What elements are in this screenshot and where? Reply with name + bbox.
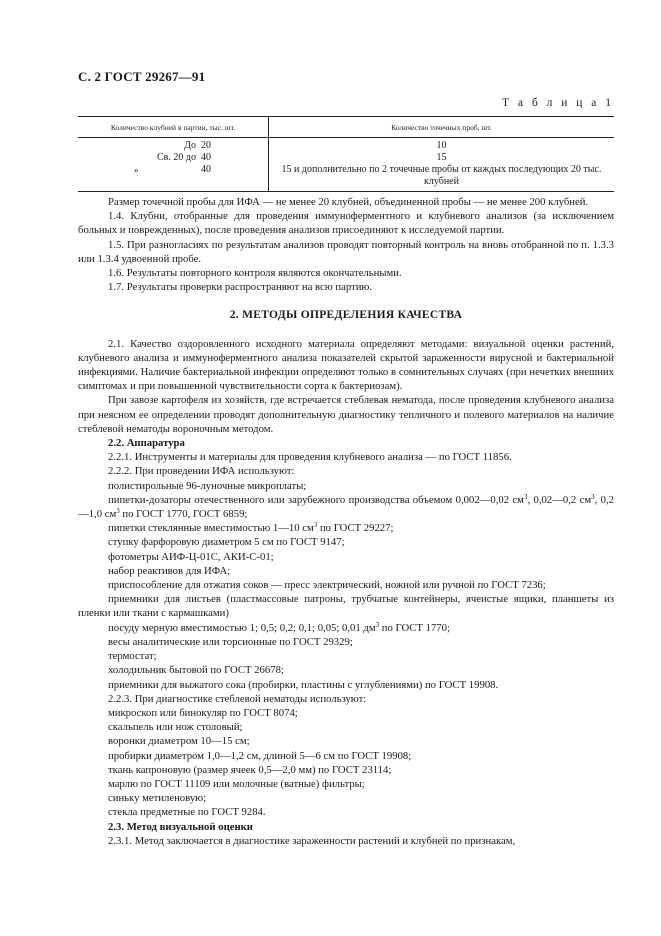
list-item: приемники для листьев (пластмассовые патроны, трубчатые контейнеры, ячеистые ящики, планшеты из пленки или ткани с кармашками) [78, 593, 614, 620]
table-row [78, 140, 268, 152]
lot-range-label: До [184, 140, 196, 151]
table-row [78, 164, 268, 176]
paragraph: Размер точечной пробы для ИФА — не менее 20 клубней, объединенной пробы — не менее 200 клубней. [108, 196, 589, 208]
sample-table [78, 116, 614, 192]
lot-range-label: Св. 20 до [157, 152, 196, 163]
list-item: стекла предметные по ГОСТ 9284. [108, 806, 266, 819]
table-header-sample-count: Количество точечных проб, шт. [269, 117, 615, 138]
body-text [78, 195, 614, 848]
list-item: весы аналитические или торсионные по ГОСТ 29329; [108, 635, 353, 648]
table-row [78, 152, 268, 164]
list-item: пробирки диаметром 1,0—1,2 см, длиной 5—6 см по ГОСТ 19908; [108, 749, 412, 762]
list-item: ткань капроновую (размер ячеек 0,5—2,0 мм) по ГОСТ 23114; [108, 763, 392, 776]
lot-range-number: 40 [201, 164, 211, 175]
paragraph: 2.2.3. При диагностике стеблевой нематоды используют: [108, 692, 367, 705]
paragraph: 1.7. Результаты проверки распространяют на всю партию. [108, 281, 373, 294]
list-item: приемники для выжатого сока (пробирки, пластины с углублениями) по ГОСТ 19908. [108, 678, 499, 691]
subsection-heading: 2.2. Аппаратура [108, 437, 185, 450]
list-item: пипетки стеклянные вместимостью 1—10 $см^3$ по ГОСТ 29227; [108, 521, 394, 535]
list-item: термостат; [108, 650, 157, 663]
list-item: синьку метиленовую; [108, 792, 207, 805]
paragraph: При завозе картофеля из хозяйств, где встречается стеблевая нематода, после проведения клубневого анализа при неясном ее определении проводят дополнительную диагностику тепличного и полевого материалов на наличие стеблевой нематоды вороночным методом. [78, 394, 614, 435]
section-title: 2. МЕТОДЫ ОПРЕДЕЛЕНИЯ КАЧЕСТВА [229, 309, 463, 322]
table-header-lot-size: Количество клубней в партии, тыс. шт. [78, 117, 269, 138]
lot-range-number: 40 [201, 152, 211, 163]
list-item: воронки диаметром 10—15 см; [108, 735, 250, 748]
paragraph: 1.4. Клубни, отобранные для проведения иммуноферментного и клубневого анализов (за исключением больных и поврежденных), после проведения анализов присоединяют к исследуемой партии. [78, 210, 614, 237]
list-item: ступку фарфоровую диаметром 5 см по ГОСТ 9147; [108, 536, 345, 549]
running-head: С. 2 ГОСТ 29267—91 [78, 69, 206, 84]
paragraph: 2.2.2. При проведении ИФА используют: [108, 465, 295, 478]
list-item: полистирольные 96-луночные микроплаты; [108, 479, 307, 492]
paragraph: 1.5. При разногласиях по результатам анализов проводят повторный контроль на вновь отобранной по п. 1.3.3 или 1.3.4 удвоенной пробе. [78, 238, 614, 265]
lot-range-number: 20 [201, 140, 211, 151]
sample-count-value: 15 и дополнительно по 2 точечные пробы от каждых последующих 20 тыс. клубней [281, 164, 602, 187]
ditto-mark: » [134, 165, 139, 175]
table-cell-sample-counts [269, 138, 615, 192]
paragraph: 2.2.1. Инструменты и материалы для проведения клубневого анализа — по ГОСТ 11856. [108, 451, 512, 464]
list-item: марлю по ГОСТ 11109 или молочные (ватные) фильтры; [108, 777, 365, 790]
sample-count-value: 15 [436, 152, 447, 163]
list-item: посуду мерную вместимостью 1; 0,5; 0,2; 0,1; 0,05; 0,01 $дм^3$ по ГОСТ 1770; [108, 620, 450, 634]
sample-count-value: 10 [436, 140, 447, 151]
list-item: скальпель или нож столовый; [108, 721, 243, 734]
list-item: приспособление для отжатия соков — пресс электрический, ножной или ручной по ГОСТ 7236; [108, 579, 546, 592]
paragraph: 2.1. Качество оздоровленного исходного материала определяют методами: визуальной оценки растений, клубневого анализа и иммуноферментного анализа показателей скрытой зараженности вирусной и бактериальной инфекциями. Наличие бактериальной инфекции определяют только в сомнительных случаях (при нечетких внешних симптомах и при повышенной чувствительности сорта к бактериозам). [78, 337, 614, 393]
table-caption: Т а б л и ц а 1 [501, 97, 614, 109]
subsection-heading: 2.3. Метод визуальной оценки [108, 820, 253, 833]
list-item: холодильник бытовой по ГОСТ 26678; [108, 664, 284, 677]
table-cell-lot-sizes [78, 138, 269, 192]
paragraph: 2.3.1. Метод заключается в диагностике зараженности растений и клубней по признакам, [108, 834, 516, 847]
list-item: фотометры АИФ-Ц-01С, АКИ-С-01; [108, 550, 274, 563]
paragraph: 1.6. Результаты повторного контроля являются окончательными. [108, 267, 402, 280]
list-item: микроскоп или бинокуляр по ГОСТ 8074; [108, 706, 298, 719]
list-item: набор реактивов для ИФА; [108, 564, 231, 577]
list-item: пипетки-дозаторы отечественного или зарубежного производства объемом 0,002—0,02 $см^3$, 0,02—0,2 $см^3$, 0,2—1,0 $см^3$ по ГОСТ 1770, ГОСТ 6859; [78, 492, 615, 521]
